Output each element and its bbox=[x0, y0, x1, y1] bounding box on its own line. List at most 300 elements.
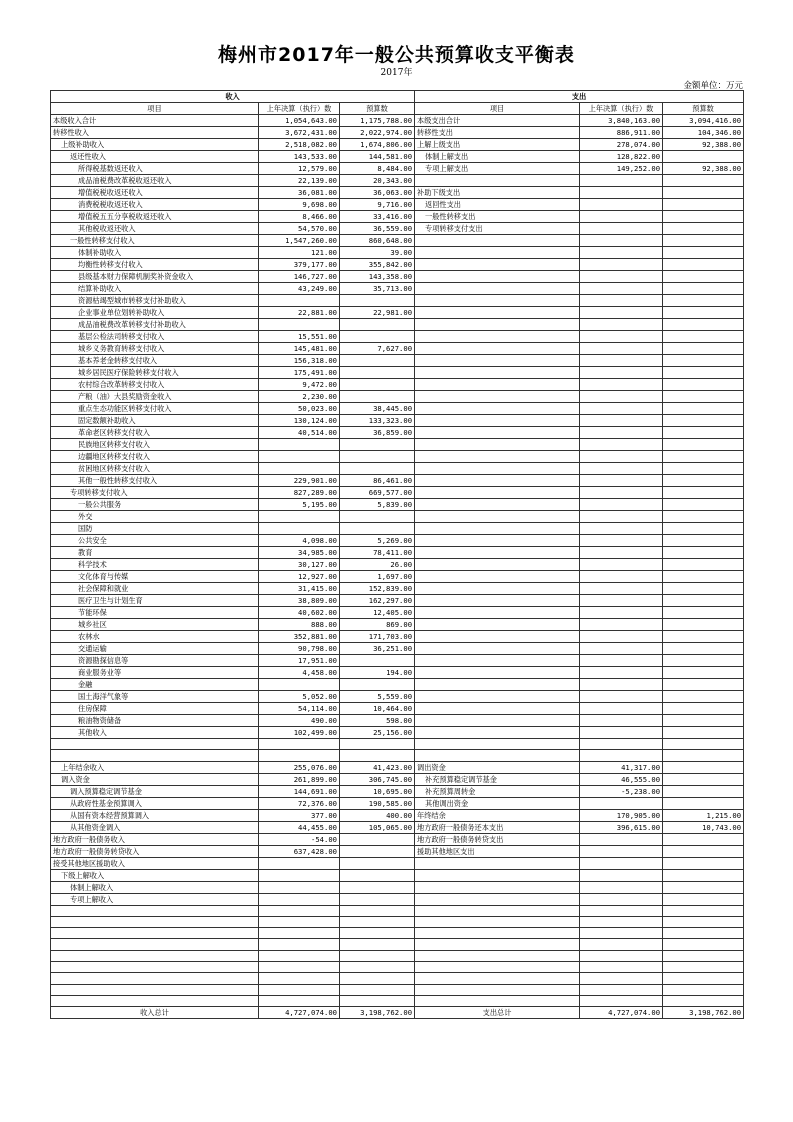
expense-budget-value: 92,388.00 bbox=[663, 163, 744, 175]
expense-item: 上解上级支出 bbox=[415, 139, 580, 151]
income-budget-value: 20,343.00 bbox=[340, 175, 415, 187]
table-row bbox=[51, 916, 744, 927]
income-prev-value: 54,570.00 bbox=[259, 223, 340, 235]
expense-prev-value: 396,615.00 bbox=[580, 821, 663, 833]
expense-budget-value bbox=[663, 869, 744, 881]
expense-item: 补助下级支出 bbox=[415, 187, 580, 199]
table-row bbox=[51, 715, 744, 727]
expense-section-header: 支出 bbox=[415, 91, 744, 103]
income-prev-value bbox=[259, 881, 340, 893]
income-item: 下级上解收入 bbox=[51, 869, 259, 881]
income-item bbox=[51, 973, 259, 984]
income-prev-value: 15,551.00 bbox=[259, 331, 340, 343]
table-row bbox=[51, 487, 744, 499]
expense-budget-value bbox=[663, 893, 744, 905]
expense-budget-value bbox=[663, 995, 744, 1006]
table-row bbox=[51, 607, 744, 619]
expense-prev-value bbox=[580, 893, 663, 905]
income-item bbox=[51, 928, 259, 939]
table-row bbox=[51, 415, 744, 427]
income-prev-value: 145,481.00 bbox=[259, 343, 340, 355]
income-prev-value: 637,428.00 bbox=[259, 845, 340, 857]
expense-prev-value bbox=[580, 247, 663, 259]
table-row bbox=[51, 199, 744, 211]
expense-prev-value bbox=[580, 307, 663, 319]
income-budget-value: 194.00 bbox=[340, 667, 415, 679]
expense-prev-value bbox=[580, 367, 663, 379]
income-item bbox=[51, 950, 259, 961]
income-budget-value: 36,063.00 bbox=[340, 187, 415, 199]
income-budget-value: 36,859.00 bbox=[340, 427, 415, 439]
expense-budget-value bbox=[663, 307, 744, 319]
income-budget-value bbox=[340, 893, 415, 905]
expense-prev-value bbox=[580, 995, 663, 1006]
income-budget-value bbox=[340, 439, 415, 451]
expense-prev-value bbox=[580, 187, 663, 199]
income-item: 从其他资金调入 bbox=[51, 821, 259, 833]
expense-item bbox=[415, 715, 580, 727]
income-item: 边疆地区转移支付收入 bbox=[51, 451, 259, 463]
expense-prev-value: 41,317.00 bbox=[580, 761, 663, 773]
table-row bbox=[51, 463, 744, 475]
table-row bbox=[51, 950, 744, 961]
expense-item bbox=[415, 235, 580, 247]
expense-budget-value: 3,094,416.00 bbox=[663, 115, 744, 127]
expense-prev-value: 3,840,163.00 bbox=[580, 115, 663, 127]
expense-item bbox=[415, 691, 580, 703]
table-row bbox=[51, 511, 744, 523]
expense-prev-value bbox=[580, 343, 663, 355]
expense-item bbox=[415, 939, 580, 950]
income-prev-value: 90,798.00 bbox=[259, 643, 340, 655]
table-row bbox=[51, 559, 744, 571]
expense-item bbox=[415, 307, 580, 319]
expense-prev-value bbox=[580, 583, 663, 595]
table-row bbox=[51, 583, 744, 595]
income-budget-value bbox=[340, 367, 415, 379]
expense-item bbox=[415, 857, 580, 869]
income-prev-value: 130,124.00 bbox=[259, 415, 340, 427]
income-prev-value: 30,127.00 bbox=[259, 559, 340, 571]
income-section-header: 收入 bbox=[51, 91, 415, 103]
expense-item bbox=[415, 391, 580, 403]
income-budget-value: 8,484.00 bbox=[340, 163, 415, 175]
income-budget-value: 41,423.00 bbox=[340, 761, 415, 773]
income-budget-value: 306,745.00 bbox=[340, 773, 415, 785]
expense-budget-value bbox=[663, 939, 744, 950]
page-subtitle: 2017年 bbox=[380, 68, 413, 78]
expense-item bbox=[415, 679, 580, 691]
income-total-prev: 4,727,074.00 bbox=[259, 1007, 340, 1019]
income-prev-value: 50,023.00 bbox=[259, 403, 340, 415]
income-prev-value: 888.00 bbox=[259, 619, 340, 631]
expense-prev-value bbox=[580, 928, 663, 939]
expense-prev-value bbox=[580, 691, 663, 703]
table-row bbox=[51, 773, 744, 785]
income-budget-value bbox=[340, 905, 415, 916]
expense-total-budget: 3,198,762.00 bbox=[663, 1007, 744, 1019]
expense-item bbox=[415, 655, 580, 667]
expense-item bbox=[415, 583, 580, 595]
income-budget-value: 171,703.00 bbox=[340, 631, 415, 643]
income-prev-value bbox=[259, 739, 340, 750]
income-item: 城乡义务教育转移支付收入 bbox=[51, 343, 259, 355]
income-budget-value: 5,269.00 bbox=[340, 535, 415, 547]
expense-prev-header: 上年决算（执行）数 bbox=[580, 103, 663, 115]
expense-budget-value bbox=[663, 355, 744, 367]
income-prev-value bbox=[259, 451, 340, 463]
table-row bbox=[51, 703, 744, 715]
table-row bbox=[51, 797, 744, 809]
income-item bbox=[51, 916, 259, 927]
expense-total-label: 支出总计 bbox=[415, 1007, 580, 1019]
table-row bbox=[51, 881, 744, 893]
table-row bbox=[51, 475, 744, 487]
income-item: 本级收入合计 bbox=[51, 115, 259, 127]
expense-prev-value bbox=[580, 283, 663, 295]
income-prev-value: 490.00 bbox=[259, 715, 340, 727]
expense-item bbox=[415, 703, 580, 715]
income-prev-value: 5,052.00 bbox=[259, 691, 340, 703]
income-budget-value bbox=[340, 984, 415, 995]
income-prev-value: 22,881.00 bbox=[259, 307, 340, 319]
income-budget-value bbox=[340, 391, 415, 403]
income-item bbox=[51, 939, 259, 950]
expense-budget-value bbox=[663, 845, 744, 857]
table-row bbox=[51, 307, 744, 319]
income-prev-value: 22,139.00 bbox=[259, 175, 340, 187]
expense-budget-value bbox=[663, 679, 744, 691]
income-prev-value bbox=[259, 950, 340, 961]
income-budget-value bbox=[340, 739, 415, 750]
income-item: 转移性收入 bbox=[51, 127, 259, 139]
expense-prev-value bbox=[580, 973, 663, 984]
income-budget-value bbox=[340, 869, 415, 881]
expense-budget-value bbox=[663, 343, 744, 355]
expense-prev-value bbox=[580, 439, 663, 451]
expense-item: 地方政府一般债务转贷支出 bbox=[415, 833, 580, 845]
expense-item bbox=[415, 973, 580, 984]
income-item: 一般公共服务 bbox=[51, 499, 259, 511]
income-prev-value: 72,376.00 bbox=[259, 797, 340, 809]
expense-budget-value bbox=[663, 571, 744, 583]
expense-item bbox=[415, 739, 580, 750]
expense-budget-value bbox=[663, 379, 744, 391]
income-budget-value bbox=[340, 319, 415, 331]
income-budget-value: 86,461.00 bbox=[340, 475, 415, 487]
income-budget-header: 预算数 bbox=[340, 103, 415, 115]
expense-budget-value bbox=[663, 785, 744, 797]
expense-budget-value bbox=[663, 211, 744, 223]
expense-prev-value bbox=[580, 259, 663, 271]
expense-budget-value bbox=[663, 761, 744, 773]
income-prev-value: 377.00 bbox=[259, 809, 340, 821]
expense-prev-value bbox=[580, 857, 663, 869]
expense-item: 专项转移支付支出 bbox=[415, 223, 580, 235]
expense-item bbox=[415, 535, 580, 547]
expense-budget-value bbox=[663, 487, 744, 499]
section-header-row bbox=[51, 91, 744, 103]
income-item: 基层公检法司转移支付收入 bbox=[51, 331, 259, 343]
balance-table-body bbox=[51, 91, 744, 1019]
income-item: 教育 bbox=[51, 547, 259, 559]
income-prev-value bbox=[259, 523, 340, 535]
table-row bbox=[51, 928, 744, 939]
table-row bbox=[51, 845, 744, 857]
income-budget-value: 1,697.00 bbox=[340, 571, 415, 583]
income-prev-value: 146,727.00 bbox=[259, 271, 340, 283]
expense-item: 年终结余 bbox=[415, 809, 580, 821]
expense-item bbox=[415, 271, 580, 283]
expense-budget-value bbox=[663, 259, 744, 271]
expense-item bbox=[415, 869, 580, 881]
income-prev-value: 5,195.00 bbox=[259, 499, 340, 511]
expense-prev-value: 128,822.00 bbox=[580, 151, 663, 163]
expense-budget-value bbox=[663, 247, 744, 259]
income-budget-value: 162,297.00 bbox=[340, 595, 415, 607]
income-budget-value: 598.00 bbox=[340, 715, 415, 727]
income-item: 住房保障 bbox=[51, 703, 259, 715]
income-prev-value bbox=[259, 439, 340, 451]
income-item: 其他税收返还收入 bbox=[51, 223, 259, 235]
table-row bbox=[51, 115, 744, 127]
expense-prev-value bbox=[580, 797, 663, 809]
income-prev-value bbox=[259, 939, 340, 950]
income-prev-value: 9,472.00 bbox=[259, 379, 340, 391]
expense-budget-value bbox=[663, 391, 744, 403]
expense-budget-value bbox=[663, 881, 744, 893]
table-row bbox=[51, 547, 744, 559]
income-item: 国防 bbox=[51, 523, 259, 535]
expense-budget-value bbox=[663, 295, 744, 307]
income-budget-value bbox=[340, 881, 415, 893]
expense-item: 补充预算周转金 bbox=[415, 785, 580, 797]
expense-prev-value bbox=[580, 715, 663, 727]
income-item: 调入资金 bbox=[51, 773, 259, 785]
income-item: 重点生态功能区转移支付收入 bbox=[51, 403, 259, 415]
expense-item: 转移性支出 bbox=[415, 127, 580, 139]
income-budget-value: 39.00 bbox=[340, 247, 415, 259]
expense-item bbox=[415, 727, 580, 739]
income-prev-value: 2,518,082.00 bbox=[259, 139, 340, 151]
expense-prev-value bbox=[580, 962, 663, 973]
table-row bbox=[51, 439, 744, 451]
income-budget-value: 10,464.00 bbox=[340, 703, 415, 715]
income-item: 地方政府一般债务转贷收入 bbox=[51, 845, 259, 857]
income-item: 消费税税收返还收入 bbox=[51, 199, 259, 211]
expense-budget-value bbox=[663, 643, 744, 655]
expense-budget-value bbox=[663, 283, 744, 295]
income-item: 粮油物资储备 bbox=[51, 715, 259, 727]
income-budget-value: 1,175,788.00 bbox=[340, 115, 415, 127]
expense-prev-value bbox=[580, 739, 663, 750]
expense-item bbox=[415, 523, 580, 535]
expense-item bbox=[415, 451, 580, 463]
expense-prev-value bbox=[580, 655, 663, 667]
table-row bbox=[51, 223, 744, 235]
income-budget-value bbox=[340, 995, 415, 1006]
expense-item: 返回性支出 bbox=[415, 199, 580, 211]
expense-item bbox=[415, 950, 580, 961]
expense-item bbox=[415, 415, 580, 427]
expense-item bbox=[415, 319, 580, 331]
expense-budget-value bbox=[663, 271, 744, 283]
income-prev-value bbox=[259, 463, 340, 475]
income-prev-value: 40,602.00 bbox=[259, 607, 340, 619]
income-item: 金融 bbox=[51, 679, 259, 691]
income-item: 商业服务业等 bbox=[51, 667, 259, 679]
table-row bbox=[51, 995, 744, 1006]
income-item: 科学技术 bbox=[51, 559, 259, 571]
table-row bbox=[51, 893, 744, 905]
expense-item bbox=[415, 511, 580, 523]
income-item bbox=[51, 995, 259, 1006]
expense-item bbox=[415, 995, 580, 1006]
expense-budget-value bbox=[663, 235, 744, 247]
expense-prev-value bbox=[580, 211, 663, 223]
expense-prev-value bbox=[580, 499, 663, 511]
income-prev-value bbox=[259, 984, 340, 995]
income-budget-value bbox=[340, 655, 415, 667]
expense-item bbox=[415, 403, 580, 415]
expense-prev-value bbox=[580, 607, 663, 619]
income-budget-value bbox=[340, 833, 415, 845]
expense-prev-value bbox=[580, 547, 663, 559]
expense-prev-value bbox=[580, 869, 663, 881]
expense-item bbox=[415, 619, 580, 631]
income-budget-value bbox=[340, 845, 415, 857]
income-budget-value: 1,674,806.00 bbox=[340, 139, 415, 151]
unit-label: 金额单位：万元 bbox=[683, 81, 743, 91]
table-row bbox=[51, 691, 744, 703]
table-row bbox=[51, 319, 744, 331]
income-item: 革命老区转移支付收入 bbox=[51, 427, 259, 439]
income-item: 增值税税收返还收入 bbox=[51, 187, 259, 199]
income-item: 上年结余收入 bbox=[51, 761, 259, 773]
income-prev-value: 1,547,260.00 bbox=[259, 235, 340, 247]
expense-prev-value bbox=[580, 905, 663, 916]
expense-budget-value bbox=[663, 511, 744, 523]
expense-total-prev: 4,727,074.00 bbox=[580, 1007, 663, 1019]
income-item: 调入预算稳定调节基金 bbox=[51, 785, 259, 797]
income-prev-value: 143,533.00 bbox=[259, 151, 340, 163]
expense-prev-value bbox=[580, 939, 663, 950]
income-prev-value bbox=[259, 679, 340, 691]
expense-prev-value bbox=[580, 679, 663, 691]
income-item: 成品油税费改革税收返还收入 bbox=[51, 175, 259, 187]
table-row bbox=[51, 643, 744, 655]
income-prev-value: -54.00 bbox=[259, 833, 340, 845]
expense-budget-value bbox=[663, 607, 744, 619]
income-prev-header: 上年决算（执行）数 bbox=[259, 103, 340, 115]
income-prev-value: 12,579.00 bbox=[259, 163, 340, 175]
expense-prev-value bbox=[580, 331, 663, 343]
expense-prev-value bbox=[580, 427, 663, 439]
income-item: 体制上解收入 bbox=[51, 881, 259, 893]
income-budget-value: 35,713.00 bbox=[340, 283, 415, 295]
expense-budget-value bbox=[663, 703, 744, 715]
expense-budget-value bbox=[663, 962, 744, 973]
income-budget-value: 7,627.00 bbox=[340, 343, 415, 355]
expense-prev-value: -5,238.00 bbox=[580, 785, 663, 797]
income-item: 农林水 bbox=[51, 631, 259, 643]
expense-item: 调出资金 bbox=[415, 761, 580, 773]
expense-budget-value bbox=[663, 984, 744, 995]
income-item bbox=[51, 905, 259, 916]
expense-prev-value bbox=[580, 535, 663, 547]
income-budget-value: 33,416.00 bbox=[340, 211, 415, 223]
expense-item: 其他调出资金 bbox=[415, 797, 580, 809]
expense-item bbox=[415, 259, 580, 271]
table-row bbox=[51, 631, 744, 643]
income-item: 国土海洋气象等 bbox=[51, 691, 259, 703]
expense-prev-value bbox=[580, 881, 663, 893]
expense-budget-value: 104,346.00 bbox=[663, 127, 744, 139]
income-item: 社会保障和就业 bbox=[51, 583, 259, 595]
income-item: 交通运输 bbox=[51, 643, 259, 655]
income-budget-value bbox=[340, 857, 415, 869]
expense-budget-value bbox=[663, 463, 744, 475]
income-budget-value: 25,156.00 bbox=[340, 727, 415, 739]
table-row bbox=[51, 391, 744, 403]
table-row bbox=[51, 619, 744, 631]
expense-prev-value bbox=[580, 295, 663, 307]
income-total-label: 收入总计 bbox=[51, 1007, 259, 1019]
income-item bbox=[51, 750, 259, 761]
expense-item bbox=[415, 928, 580, 939]
table-row bbox=[51, 271, 744, 283]
expense-budget-value bbox=[663, 187, 744, 199]
table-row bbox=[51, 750, 744, 761]
income-item: 专项上解收入 bbox=[51, 893, 259, 905]
expense-item: 援助其他地区支出 bbox=[415, 845, 580, 857]
income-prev-value: 36,081.00 bbox=[259, 187, 340, 199]
table-row bbox=[51, 235, 744, 247]
income-prev-value: 144,691.00 bbox=[259, 785, 340, 797]
income-item: 资源枯竭型城市转移支付补助收入 bbox=[51, 295, 259, 307]
income-budget-value: 12,405.00 bbox=[340, 607, 415, 619]
expense-item bbox=[415, 667, 580, 679]
expense-prev-value bbox=[580, 271, 663, 283]
expense-budget-value bbox=[663, 667, 744, 679]
table-row bbox=[51, 451, 744, 463]
income-prev-value bbox=[259, 928, 340, 939]
table-row bbox=[51, 727, 744, 739]
table-row bbox=[51, 571, 744, 583]
expense-prev-value bbox=[580, 833, 663, 845]
expense-budget-value bbox=[663, 739, 744, 750]
balance-table bbox=[50, 90, 744, 1019]
table-row bbox=[51, 785, 744, 797]
table-row bbox=[51, 962, 744, 973]
expense-prev-value bbox=[580, 750, 663, 761]
table-row bbox=[51, 295, 744, 307]
income-budget-value: 26.00 bbox=[340, 559, 415, 571]
expense-prev-value bbox=[580, 703, 663, 715]
income-item-header: 项目 bbox=[51, 103, 259, 115]
expense-budget-value bbox=[663, 595, 744, 607]
expense-prev-value bbox=[580, 475, 663, 487]
income-prev-value: 31,415.00 bbox=[259, 583, 340, 595]
income-budget-value: 36,251.00 bbox=[340, 643, 415, 655]
expense-item bbox=[415, 331, 580, 343]
income-prev-value: 17,951.00 bbox=[259, 655, 340, 667]
income-prev-value: 121.00 bbox=[259, 247, 340, 259]
income-budget-value bbox=[340, 379, 415, 391]
income-prev-value bbox=[259, 962, 340, 973]
expense-prev-value bbox=[580, 511, 663, 523]
expense-prev-value bbox=[580, 319, 663, 331]
